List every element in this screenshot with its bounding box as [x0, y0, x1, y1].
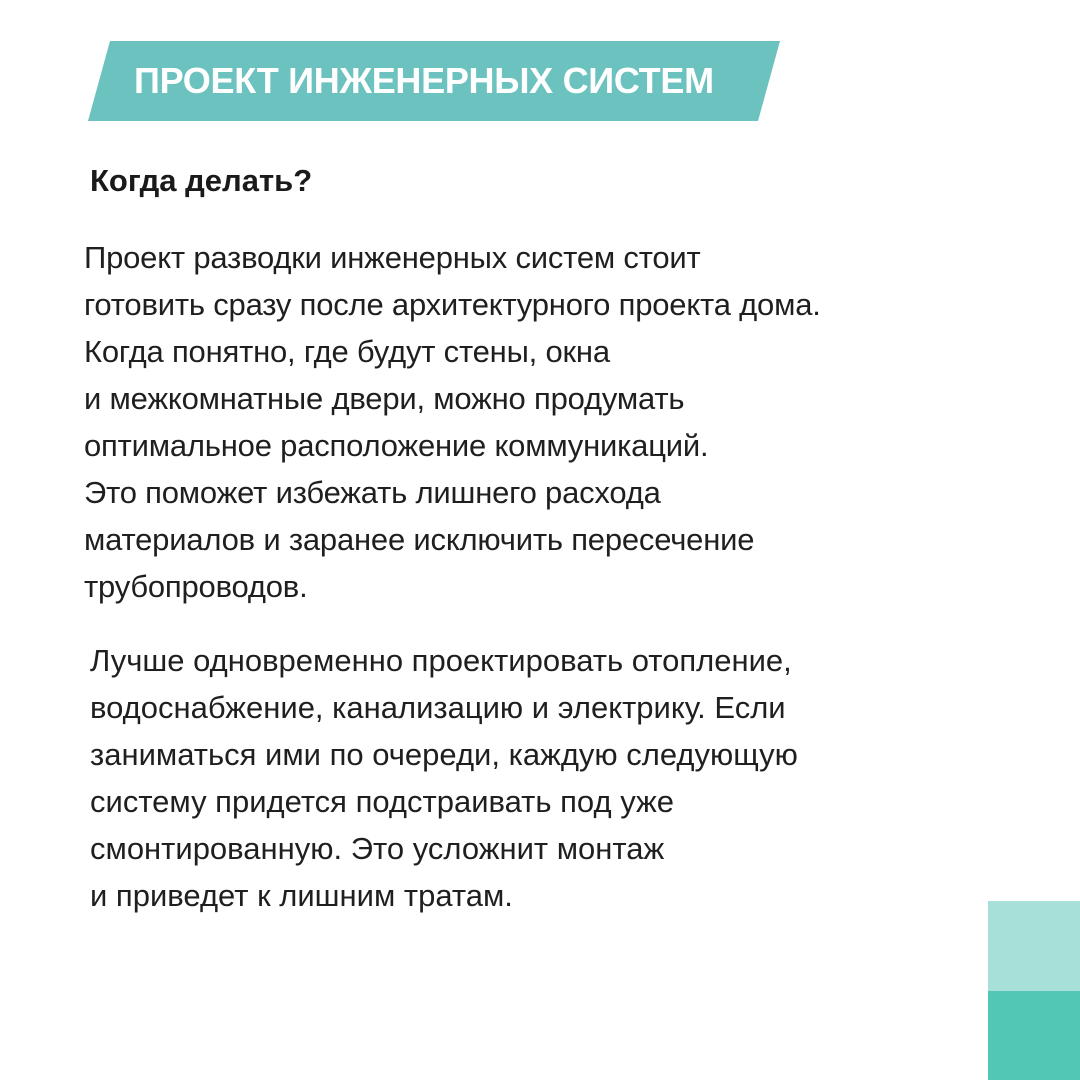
paragraph-line: Лучше одновременно проектировать отопление, — [90, 643, 792, 678]
paragraph-line: систему придется подстраивать под уже — [90, 784, 675, 819]
paragraph-line: трубопроводов. — [84, 569, 308, 604]
paragraph-line: Проект разводки инженерных систем стоит — [84, 240, 701, 275]
decor-block-dark — [988, 991, 1080, 1080]
section-heading: Когда делать? — [90, 163, 313, 198]
paragraph-line: Когда понятно, где будут стены, окна — [84, 334, 610, 369]
paragraph-line: материалов и заранее исключить пересечение — [84, 522, 755, 557]
decor-block-light — [988, 901, 1080, 991]
page-title: ПРОЕКТ ИНЖЕНЕРНЫХ СИСТЕМ — [134, 60, 714, 101]
title-banner — [88, 41, 780, 121]
paragraph-recommendation — [90, 637, 798, 919]
paragraph-line: смонтированную. Это усложнит монтаж — [90, 831, 665, 866]
paragraph-line: и приведет к лишним тратам. — [90, 878, 513, 913]
paragraph-line: Это поможет избежать лишнего расхода — [84, 475, 661, 510]
paragraph-line: водоснабжение, канализацию и электрику. Если — [90, 690, 786, 725]
paragraph-line: готовить сразу после архитектурного проекта дома. — [84, 287, 821, 322]
paragraph-line: заниматься ими по очереди, каждую следующую — [90, 737, 798, 772]
paragraph-timing — [84, 234, 821, 610]
paragraph-line: и межкомнатные двери, можно продумать — [84, 381, 685, 416]
paragraph-line: оптимальное расположение коммуникаций. — [84, 428, 709, 463]
